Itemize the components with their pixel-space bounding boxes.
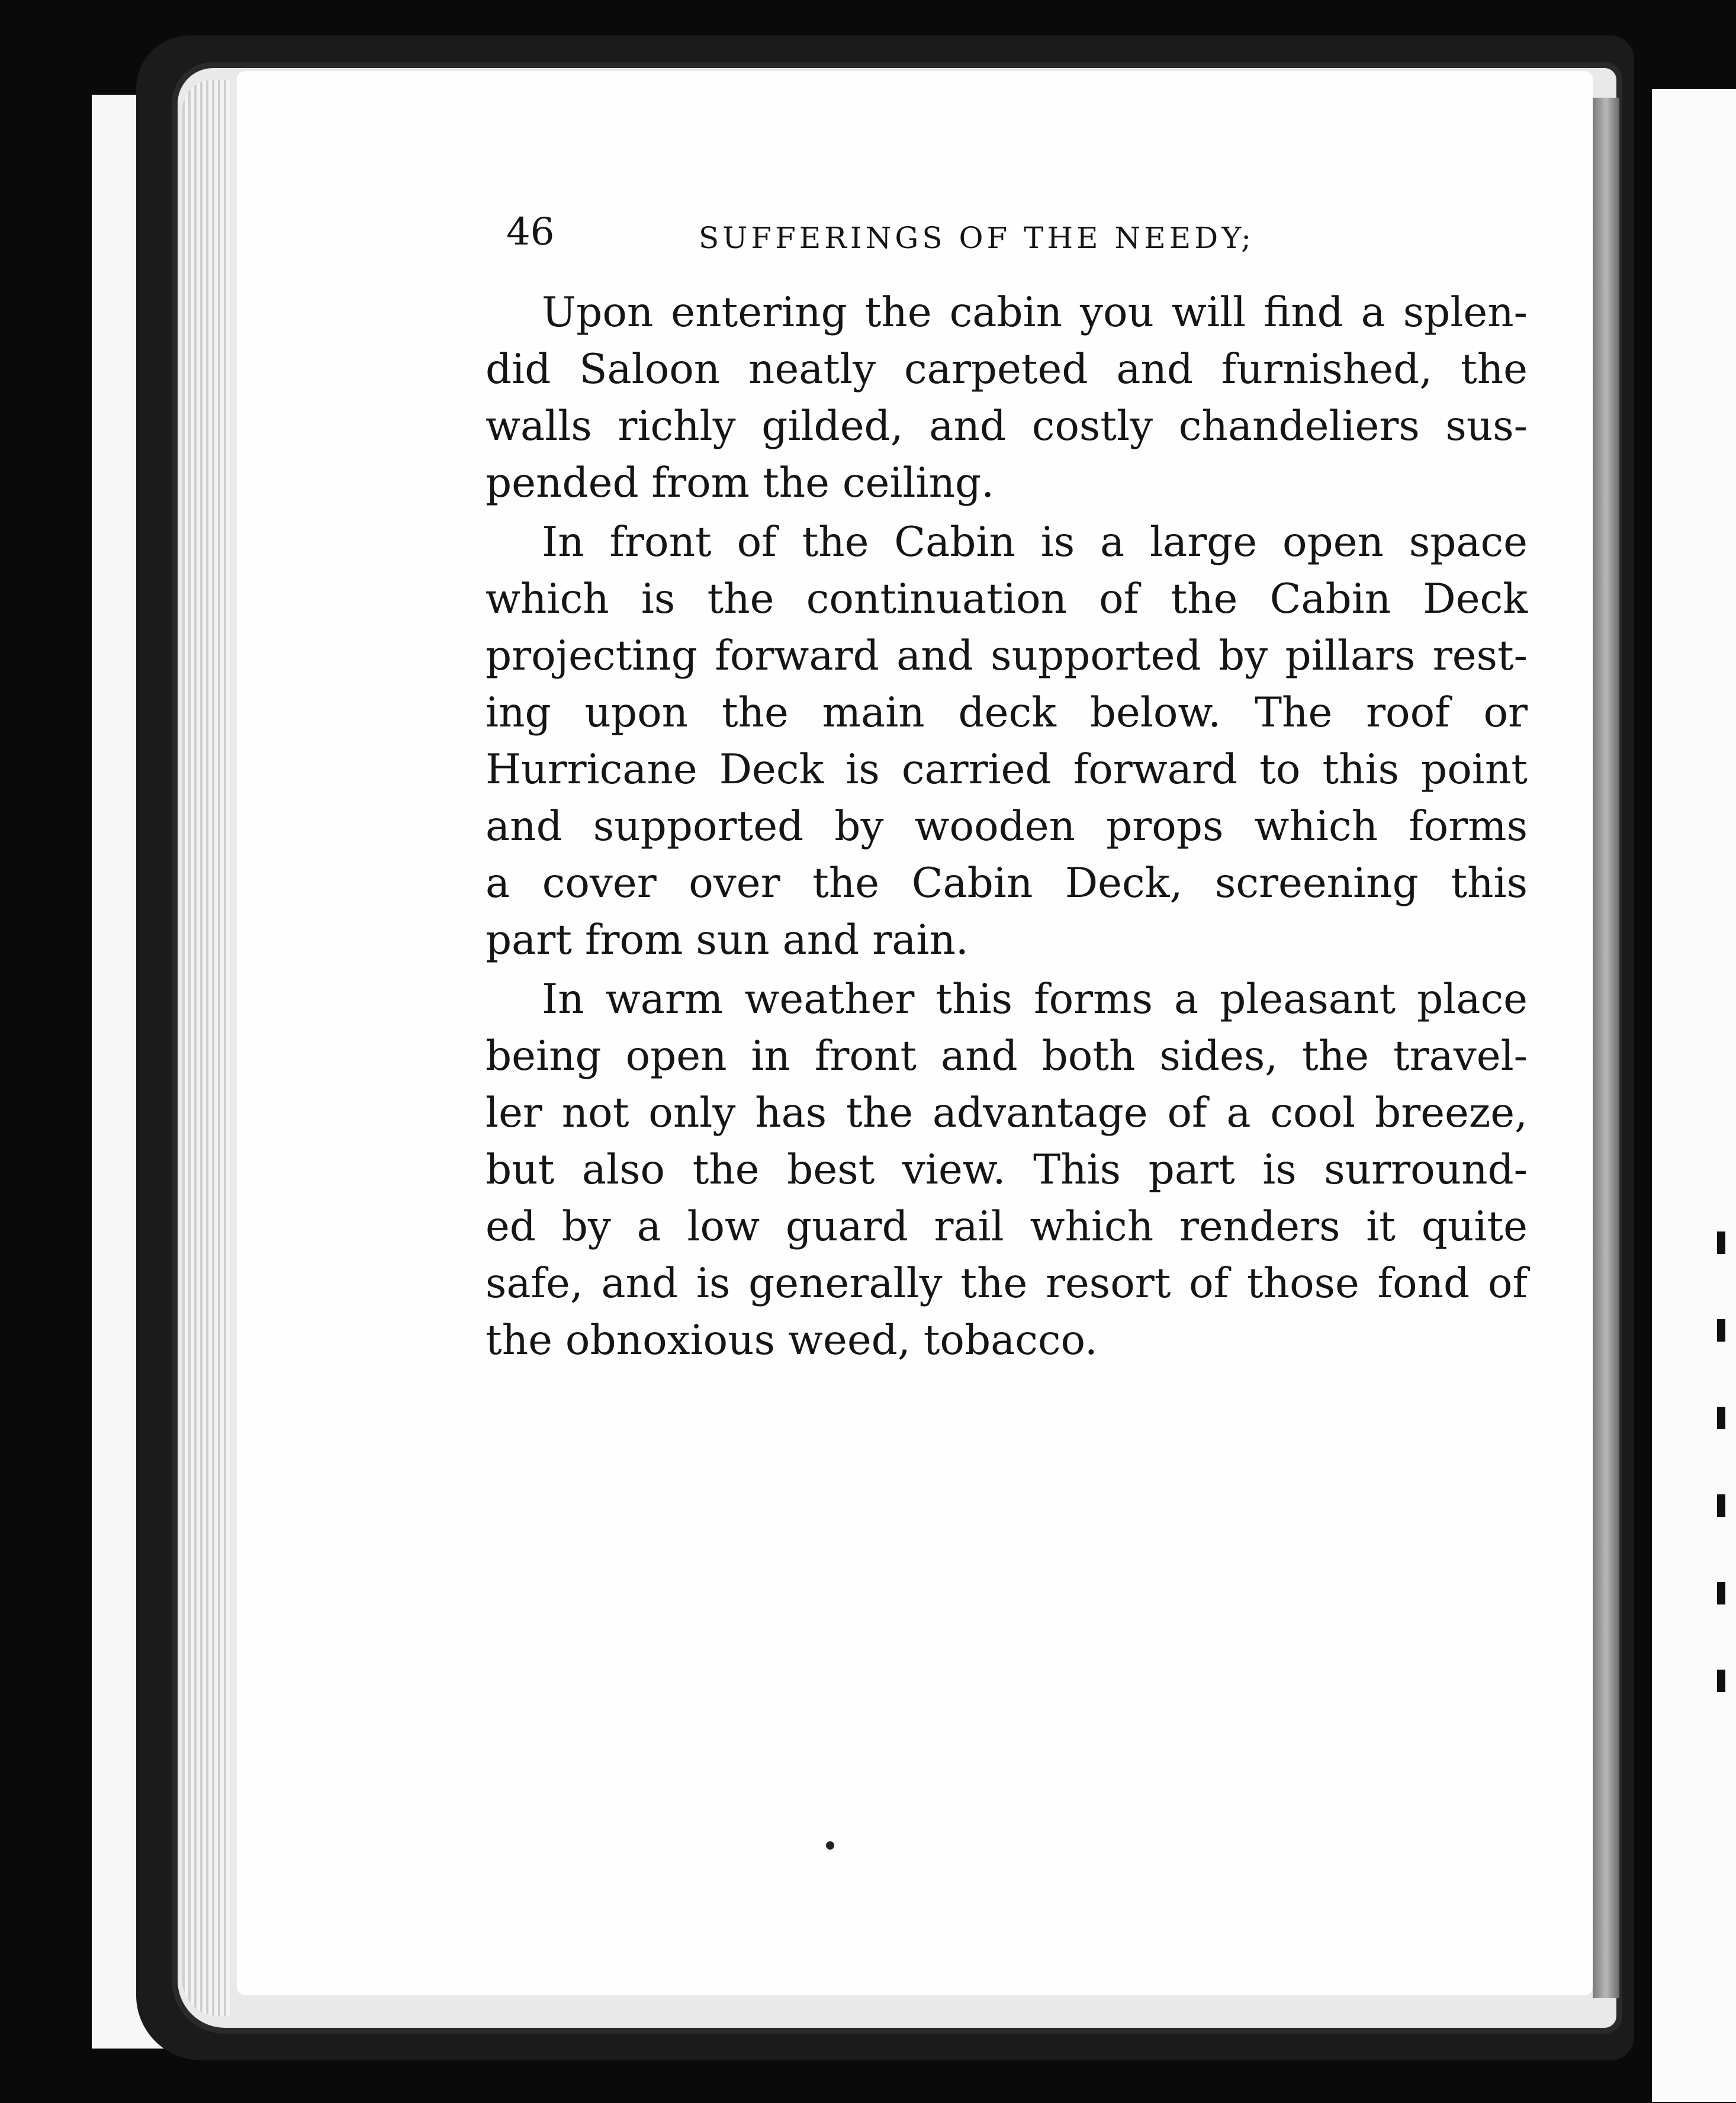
text-line: In front of the Cabin is a large open space [542, 519, 1528, 566]
paragraph [486, 514, 1528, 969]
text-line: being open in front and both sides, the travel- [486, 1033, 1528, 1080]
text-line: safe, and is generally the resort of those fond of [486, 1260, 1528, 1307]
text-line: but also the best view. This part is surround- [486, 1146, 1528, 1194]
text-line: a cover over the Cabin Deck, screening this [486, 860, 1528, 907]
running-head: SUFFERINGS OF THE NEEDY; [699, 221, 1255, 255]
facing-page-edge [1652, 89, 1736, 2102]
text-line: walls richly gilded, and costly chandeliers sus- [486, 403, 1528, 450]
text-line: ed by a low guard rail which renders it quite [486, 1203, 1528, 1250]
text-line: ler not only has the advantage of a cool breeze, [486, 1089, 1528, 1137]
paragraph [486, 284, 1528, 512]
text-line: and supported by wooden props which forms [486, 803, 1528, 850]
page-gutter-edge [1593, 98, 1619, 1998]
text-line: part from sun and rain. [486, 917, 969, 964]
text-line: the obnoxious weed, tobacco. [486, 1317, 1098, 1364]
text-line: pended from the ceiling. [486, 459, 995, 507]
page-number: 46 [506, 210, 555, 254]
text-line: which is the continuation of the Cabin Deck [486, 575, 1528, 623]
paragraph [486, 971, 1528, 1369]
page-header [506, 210, 1513, 263]
body-text [486, 284, 1528, 1445]
text-line: projecting forward and supported by pillars rest- [486, 632, 1528, 680]
text-line: Upon entering the cabin you will find a splen- [542, 289, 1528, 336]
facing-page-text-fragments [1705, 1231, 1736, 1757]
text-line: Hurricane Deck is carried forward to this point [486, 746, 1528, 793]
text-line: In warm weather this forms a pleasant place [542, 976, 1528, 1023]
ink-speck [826, 1841, 834, 1850]
text-line: did Saloon neatly carpeted and furnished, the [486, 346, 1528, 393]
text-line: ing upon the main deck below. The roof or [486, 689, 1528, 737]
